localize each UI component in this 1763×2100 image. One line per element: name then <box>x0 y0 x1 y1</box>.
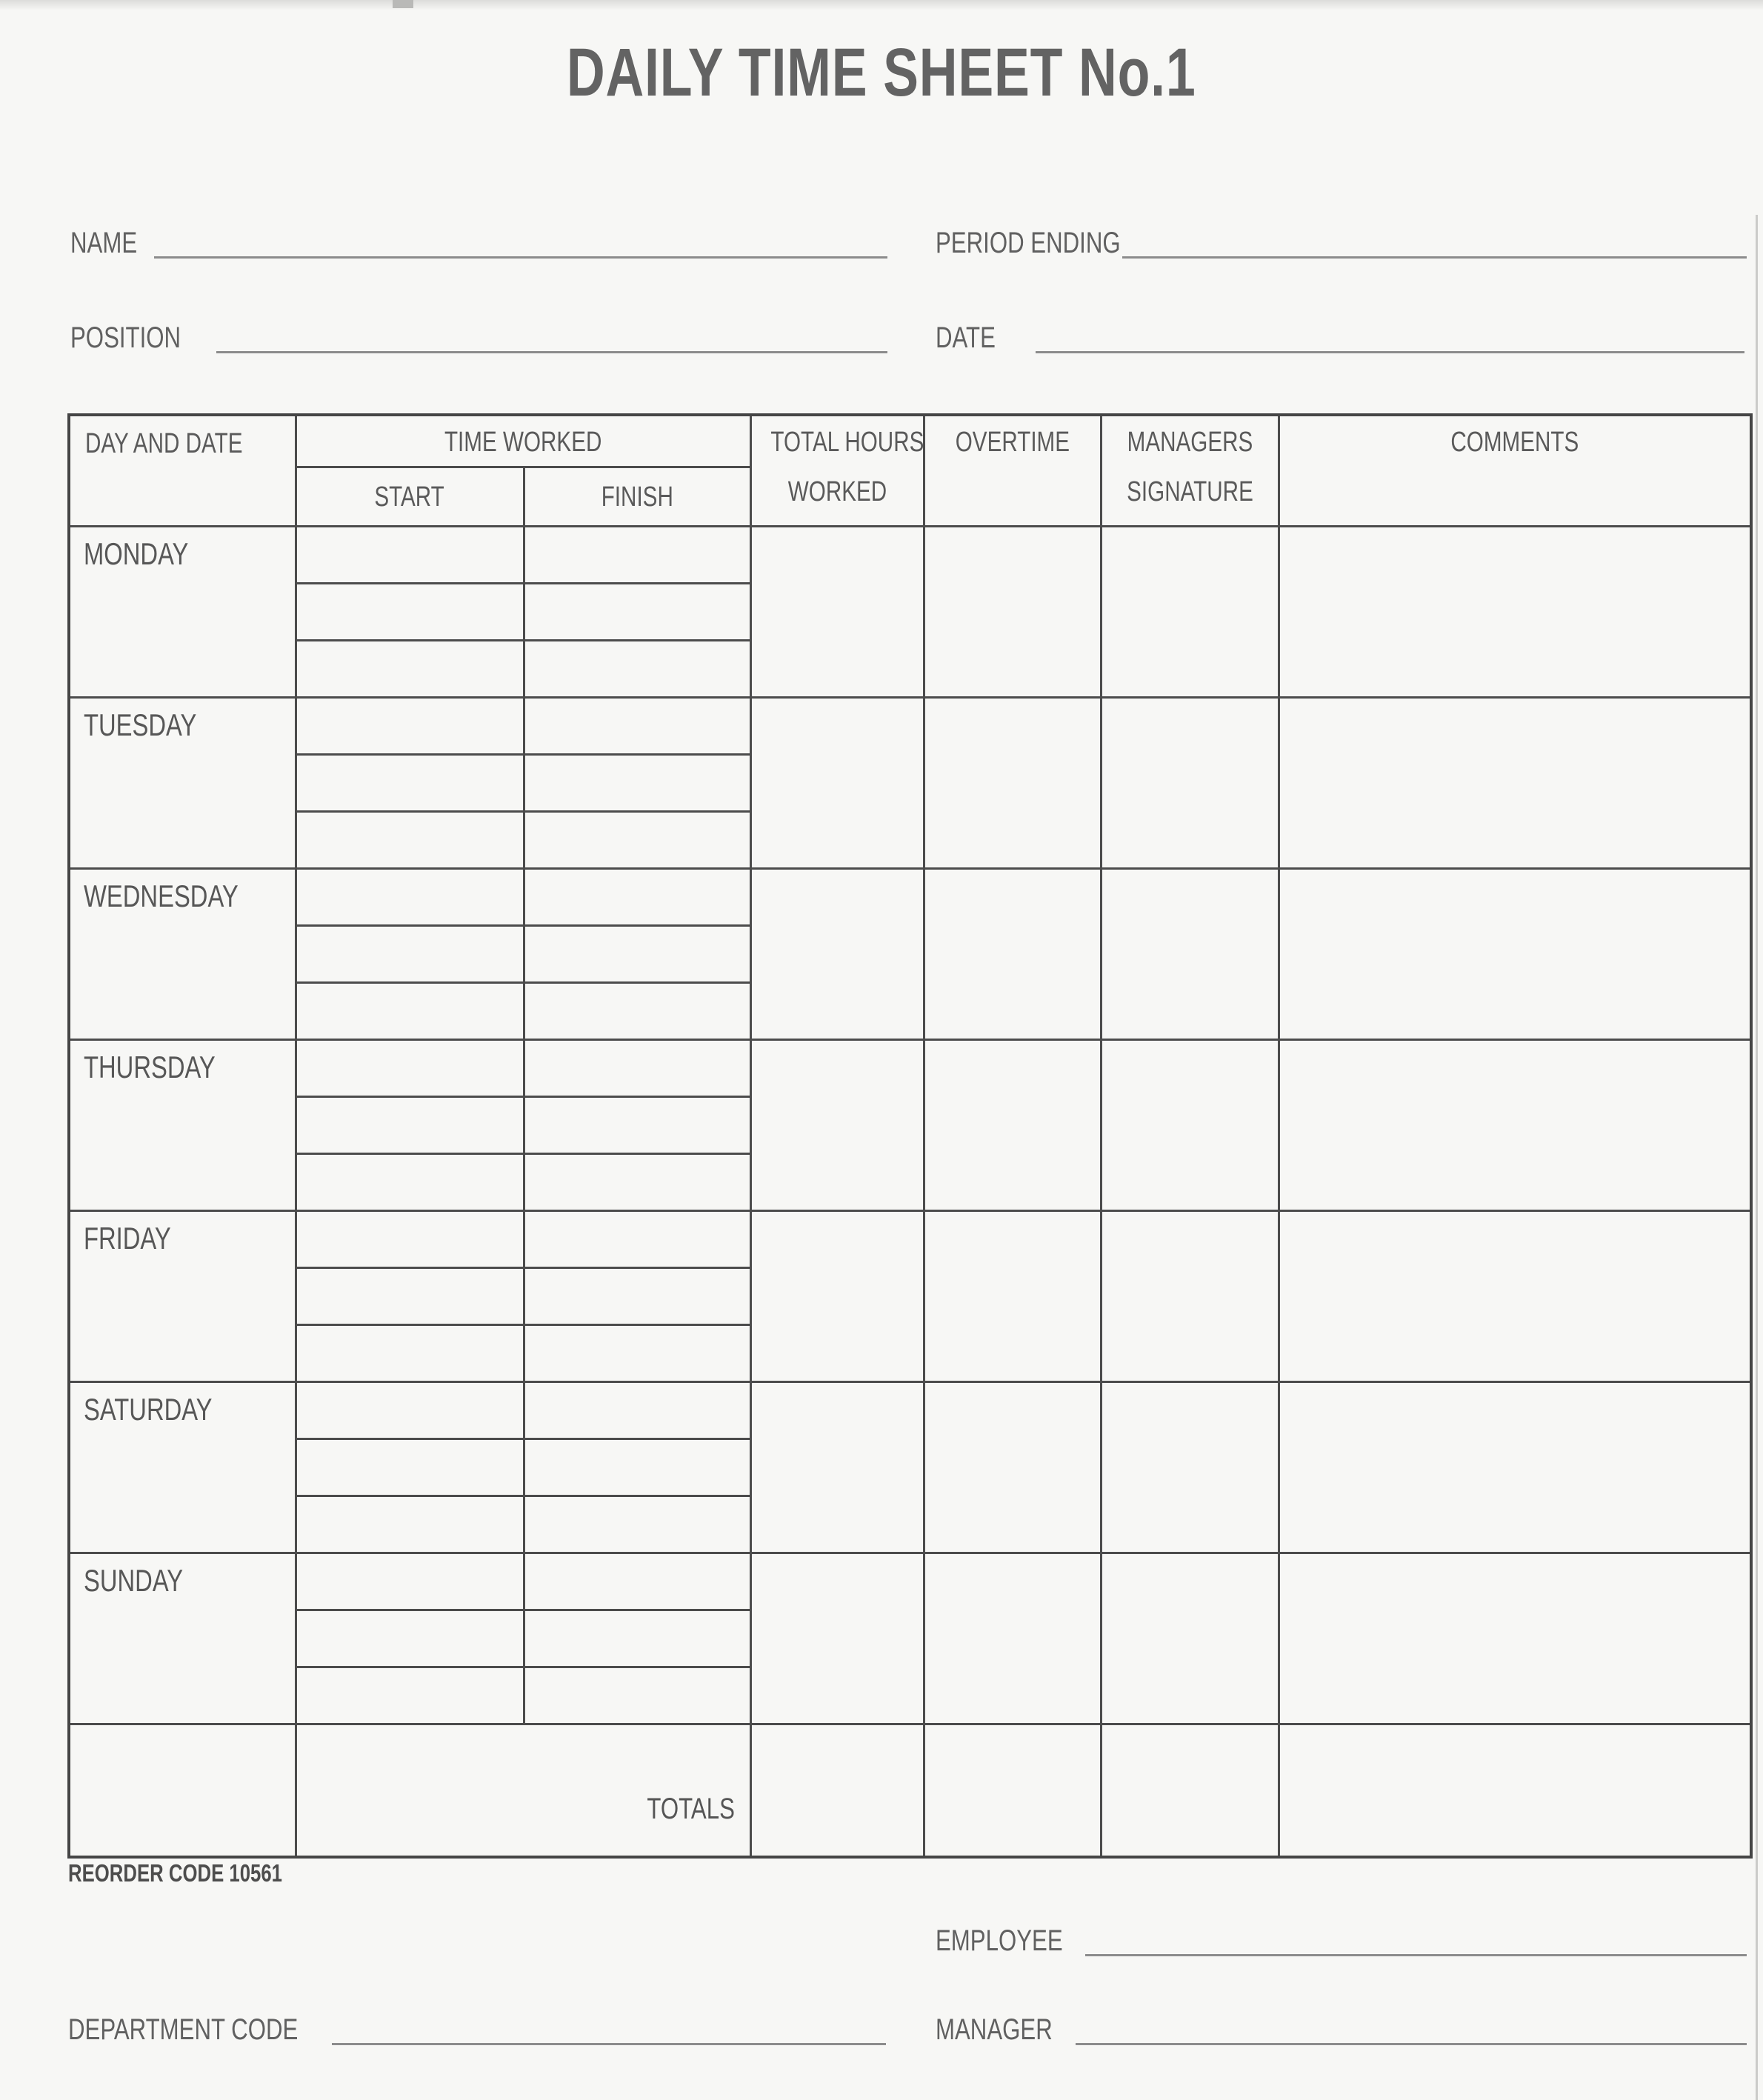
managers-signature-cell[interactable] <box>1101 1553 1279 1724</box>
managers-signature-cell[interactable] <box>1101 1381 1279 1553</box>
day-label: TUESDAY <box>84 707 197 742</box>
start-cell[interactable] <box>296 1496 524 1553</box>
managers-signature-cell[interactable] <box>1101 526 1279 697</box>
start-cell[interactable] <box>296 1439 524 1496</box>
finish-cell[interactable] <box>524 1439 750 1496</box>
col-header-day-and-date: DAY AND DATE <box>69 415 296 526</box>
timesheet-table <box>67 413 1753 1859</box>
total-hours-cell[interactable] <box>750 1039 924 1210</box>
total-hours-cell[interactable] <box>750 1381 924 1553</box>
day-label: MONDAY <box>84 536 189 571</box>
day-cell-saturday[interactable] <box>69 1381 296 1553</box>
total-hours-cell[interactable] <box>750 868 924 1039</box>
overtime-cell[interactable] <box>924 1381 1101 1553</box>
total-hours-cell[interactable] <box>750 526 924 697</box>
comments-cell[interactable] <box>1279 526 1751 697</box>
totals-overtime-cell[interactable] <box>924 1724 1101 1857</box>
totals-managers-signature-cell[interactable] <box>1101 1724 1279 1857</box>
date-field-line[interactable] <box>1036 317 1744 353</box>
total-hours-cell[interactable] <box>750 697 924 868</box>
finish-cell[interactable] <box>524 754 750 811</box>
position-field-line[interactable] <box>216 317 887 353</box>
col-header-time-worked: TIME WORKED <box>296 415 750 467</box>
day-cell-friday[interactable] <box>69 1210 296 1381</box>
start-cell[interactable] <box>296 1610 524 1667</box>
totals-label-cell <box>296 1724 750 1857</box>
name-field-line[interactable] <box>154 222 887 259</box>
day-label: FRIDAY <box>84 1220 171 1256</box>
start-cell[interactable] <box>296 526 524 583</box>
start-cell[interactable] <box>296 1096 524 1153</box>
employee-label: EMPLOYEE <box>936 1924 1063 1957</box>
col-header-start: START <box>296 467 524 526</box>
day-cell-sunday[interactable] <box>69 1553 296 1724</box>
scan-edge-artifact-right <box>1756 215 1758 2100</box>
finish-cell[interactable] <box>524 640 750 697</box>
finish-cell[interactable] <box>524 925 750 982</box>
finish-cell[interactable] <box>524 1610 750 1667</box>
overtime-cell[interactable] <box>924 1210 1101 1381</box>
total-hours-cell[interactable] <box>750 1553 924 1724</box>
col-header-finish: FINISH <box>524 467 750 526</box>
period-ending-label: PERIOD ENDING <box>936 227 1121 259</box>
department-code-field-line[interactable] <box>332 2009 886 2045</box>
start-cell[interactable] <box>296 925 524 982</box>
finish-cell[interactable] <box>524 697 750 754</box>
start-cell[interactable] <box>296 868 524 925</box>
finish-cell[interactable] <box>524 1324 750 1381</box>
overtime-cell[interactable] <box>924 697 1101 868</box>
finish-cell[interactable] <box>524 1496 750 1553</box>
managers-signature-cell[interactable] <box>1101 1039 1279 1210</box>
finish-cell[interactable] <box>524 811 750 868</box>
reorder-code: REORDER CODE 10561 <box>68 1859 282 1887</box>
comments-cell[interactable] <box>1279 868 1751 1039</box>
overtime-cell[interactable] <box>924 526 1101 697</box>
scan-notch-artifact <box>393 0 413 8</box>
start-cell[interactable] <box>296 1667 524 1724</box>
page-title-text: DAILY TIME SHEET No.1 <box>567 35 1196 110</box>
finish-cell[interactable] <box>524 1553 750 1610</box>
totals-day-cell <box>69 1724 296 1857</box>
period-ending-field-line[interactable] <box>1122 222 1747 259</box>
start-cell[interactable] <box>296 982 524 1039</box>
finish-cell[interactable] <box>524 1667 750 1724</box>
finish-cell[interactable] <box>524 1267 750 1324</box>
col-header-comments: COMMENTS <box>1279 415 1751 526</box>
finish-cell[interactable] <box>524 583 750 640</box>
finish-cell[interactable] <box>524 1381 750 1439</box>
managers-signature-cell[interactable] <box>1101 1210 1279 1381</box>
managers-signature-cell[interactable] <box>1101 697 1279 868</box>
day-cell-monday[interactable] <box>69 526 296 697</box>
day-cell-wednesday[interactable] <box>69 868 296 1039</box>
day-label: WEDNESDAY <box>84 878 239 913</box>
day-cell-thursday[interactable] <box>69 1039 296 1210</box>
name-label: NAME <box>70 227 138 259</box>
day-label: SATURDAY <box>84 1391 213 1427</box>
totals-label: TOTALS <box>647 1793 735 1825</box>
start-cell[interactable] <box>296 1210 524 1267</box>
start-cell[interactable] <box>296 1553 524 1610</box>
totals-comments-cell[interactable] <box>1279 1724 1751 1857</box>
start-cell[interactable] <box>296 1324 524 1381</box>
finish-cell[interactable] <box>524 1153 750 1210</box>
page-title <box>0 34 1763 112</box>
managers-signature-cell[interactable] <box>1101 868 1279 1039</box>
manager-label: MANAGER <box>936 2013 1053 2046</box>
employee-signature-line[interactable] <box>1085 1920 1747 1956</box>
date-label: DATE <box>936 321 996 354</box>
totals-total-hours-cell[interactable] <box>750 1724 924 1857</box>
finish-cell[interactable] <box>524 982 750 1039</box>
position-label: POSITION <box>70 321 181 354</box>
finish-cell[interactable] <box>524 1096 750 1153</box>
start-cell[interactable] <box>296 1153 524 1210</box>
start-cell[interactable] <box>296 811 524 868</box>
start-cell[interactable] <box>296 583 524 640</box>
start-cell[interactable] <box>296 1381 524 1439</box>
col-header-overtime: OVERTIME <box>924 415 1101 526</box>
scan-edge-artifact <box>0 0 1763 10</box>
department-code-label: DEPARTMENT CODE <box>68 2013 299 2046</box>
comments-cell[interactable] <box>1279 1039 1751 1210</box>
finish-cell[interactable] <box>524 1039 750 1096</box>
col-header-managers-signature: MANAGERS SIGNATURE <box>1101 415 1279 526</box>
overtime-cell[interactable] <box>924 868 1101 1039</box>
start-cell[interactable] <box>296 1039 524 1096</box>
comments-cell[interactable] <box>1279 697 1751 868</box>
day-label: SUNDAY <box>84 1562 184 1598</box>
finish-cell[interactable] <box>524 1210 750 1267</box>
comments-cell[interactable] <box>1279 1210 1751 1381</box>
finish-cell[interactable] <box>524 868 750 925</box>
start-cell[interactable] <box>296 1267 524 1324</box>
day-label: THURSDAY <box>84 1049 216 1084</box>
finish-cell[interactable] <box>524 526 750 583</box>
start-cell[interactable] <box>296 697 524 754</box>
start-cell[interactable] <box>296 640 524 697</box>
col-header-total-hours-worked: TOTAL HOURS WORKED <box>750 415 924 526</box>
start-cell[interactable] <box>296 754 524 811</box>
comments-cell[interactable] <box>1279 1381 1751 1553</box>
manager-signature-line[interactable] <box>1076 2009 1747 2045</box>
day-cell-tuesday[interactable] <box>69 697 296 868</box>
overtime-cell[interactable] <box>924 1553 1101 1724</box>
comments-cell[interactable] <box>1279 1553 1751 1724</box>
overtime-cell[interactable] <box>924 1039 1101 1210</box>
total-hours-cell[interactable] <box>750 1210 924 1381</box>
